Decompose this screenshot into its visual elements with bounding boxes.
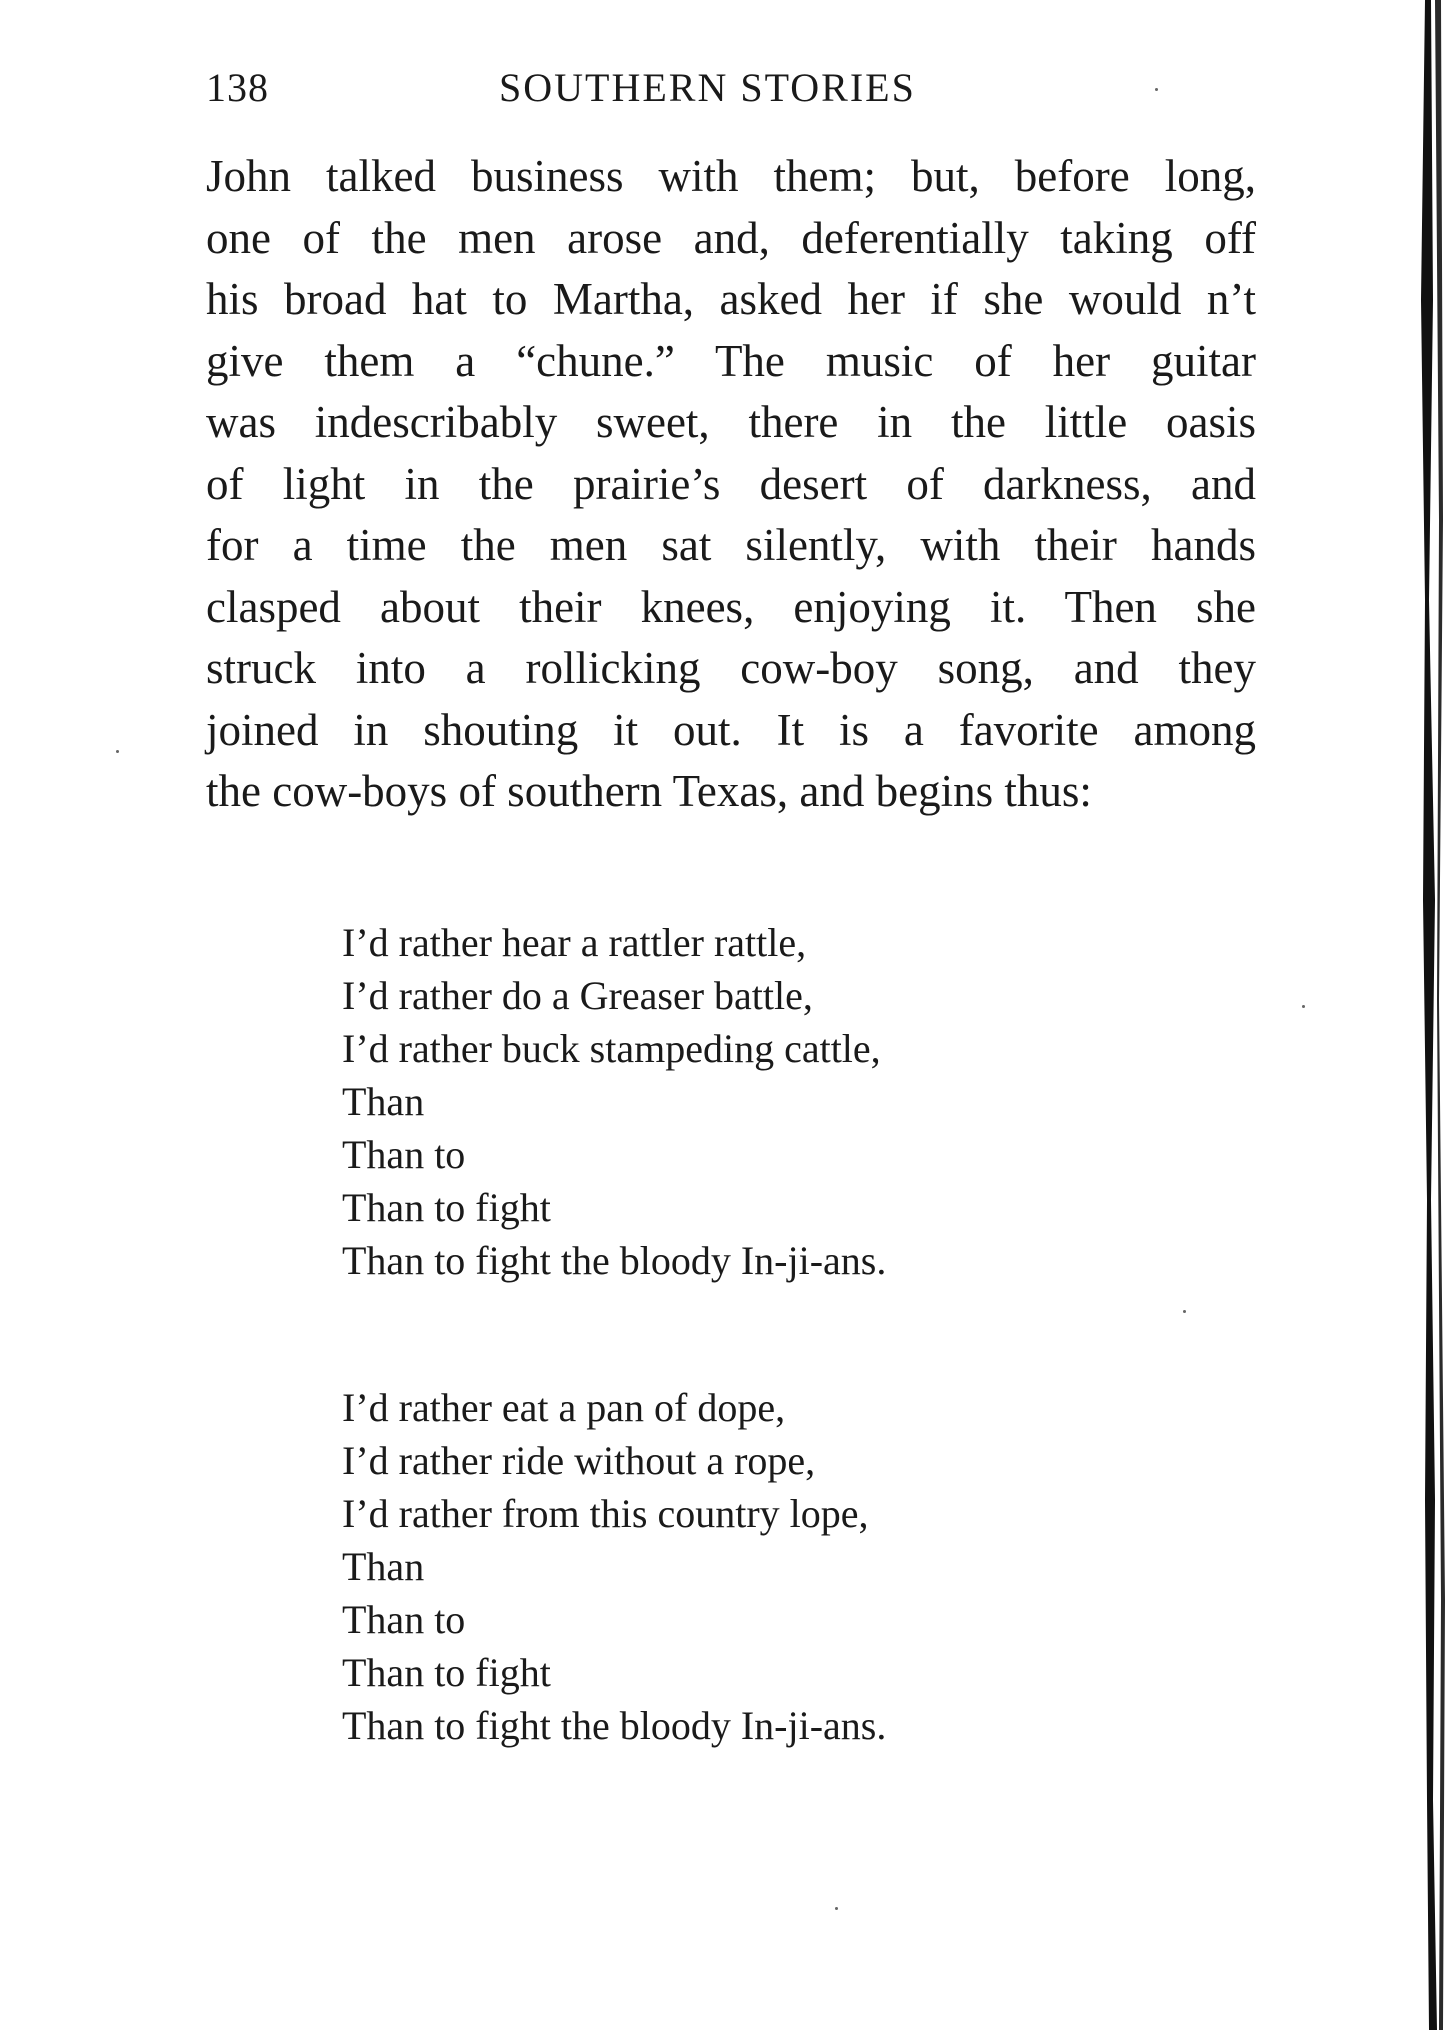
running-title: SOUTHERN STORIES xyxy=(499,65,916,110)
scan-speck xyxy=(1155,88,1158,91)
prose-line: struck into a rollicking cow-boy song, and they xyxy=(206,643,1256,693)
verse-line: I’d rather hear a rattler rattle, xyxy=(342,920,807,965)
binding-edge xyxy=(1419,0,1449,2030)
prose-paragraph xyxy=(206,146,1256,823)
running-head xyxy=(206,64,1256,124)
scan-speck xyxy=(835,1907,838,1910)
song-stanza xyxy=(342,1381,886,1752)
verse-line: I’d rather buck stampeding cattle, xyxy=(342,1026,881,1071)
verse-line: I’d rather from this country lope, xyxy=(342,1491,869,1536)
scan-speck xyxy=(116,750,119,753)
prose-line: John talked business with them; but, before long, xyxy=(206,151,1256,201)
scan-speck xyxy=(1302,1005,1305,1008)
verse-line: Than xyxy=(342,1079,425,1124)
verse-line: Than to xyxy=(342,1132,466,1177)
verse-line: I’d rather ride without a rope, xyxy=(342,1438,816,1483)
verse-line: Than to fight xyxy=(342,1650,551,1695)
verse-line: Than to fight xyxy=(342,1185,551,1230)
verse-line: I’d rather do a Greaser battle, xyxy=(342,973,813,1018)
prose-line: joined in shouting it out. It is a favorite among xyxy=(206,704,1256,755)
prose-line: give them a “chune.” The music of her guitar xyxy=(206,335,1256,386)
prose-line: for a time the men sat silently, with their hands xyxy=(206,520,1256,570)
prose-line: the cow-boys of southern Texas, and begins thus: xyxy=(206,766,1092,816)
page-number: 138 xyxy=(206,65,269,110)
verse-line: Than to fight the bloody In-ji-ans. xyxy=(342,1703,887,1748)
prose-line: of light in the prairie’s desert of darkness, and xyxy=(206,458,1256,509)
verse-line: Than to fight the bloody In-ji-ans. xyxy=(342,1238,887,1283)
scan-speck xyxy=(1183,1310,1186,1313)
verse-line: Than xyxy=(342,1544,425,1589)
prose-line: was indescribably sweet, there in the little oasis xyxy=(206,397,1256,447)
verse-line: Than to xyxy=(342,1597,466,1642)
verse-line: I’d rather eat a pan of dope, xyxy=(342,1385,786,1430)
prose-line: his broad hat to Martha, asked her if she would n’t xyxy=(206,274,1256,324)
song-stanza xyxy=(342,916,886,1287)
prose-line: clasped about their knees, enjoying it. Then she xyxy=(206,581,1256,632)
prose-line: one of the men arose and, deferentially taking off xyxy=(206,212,1256,263)
